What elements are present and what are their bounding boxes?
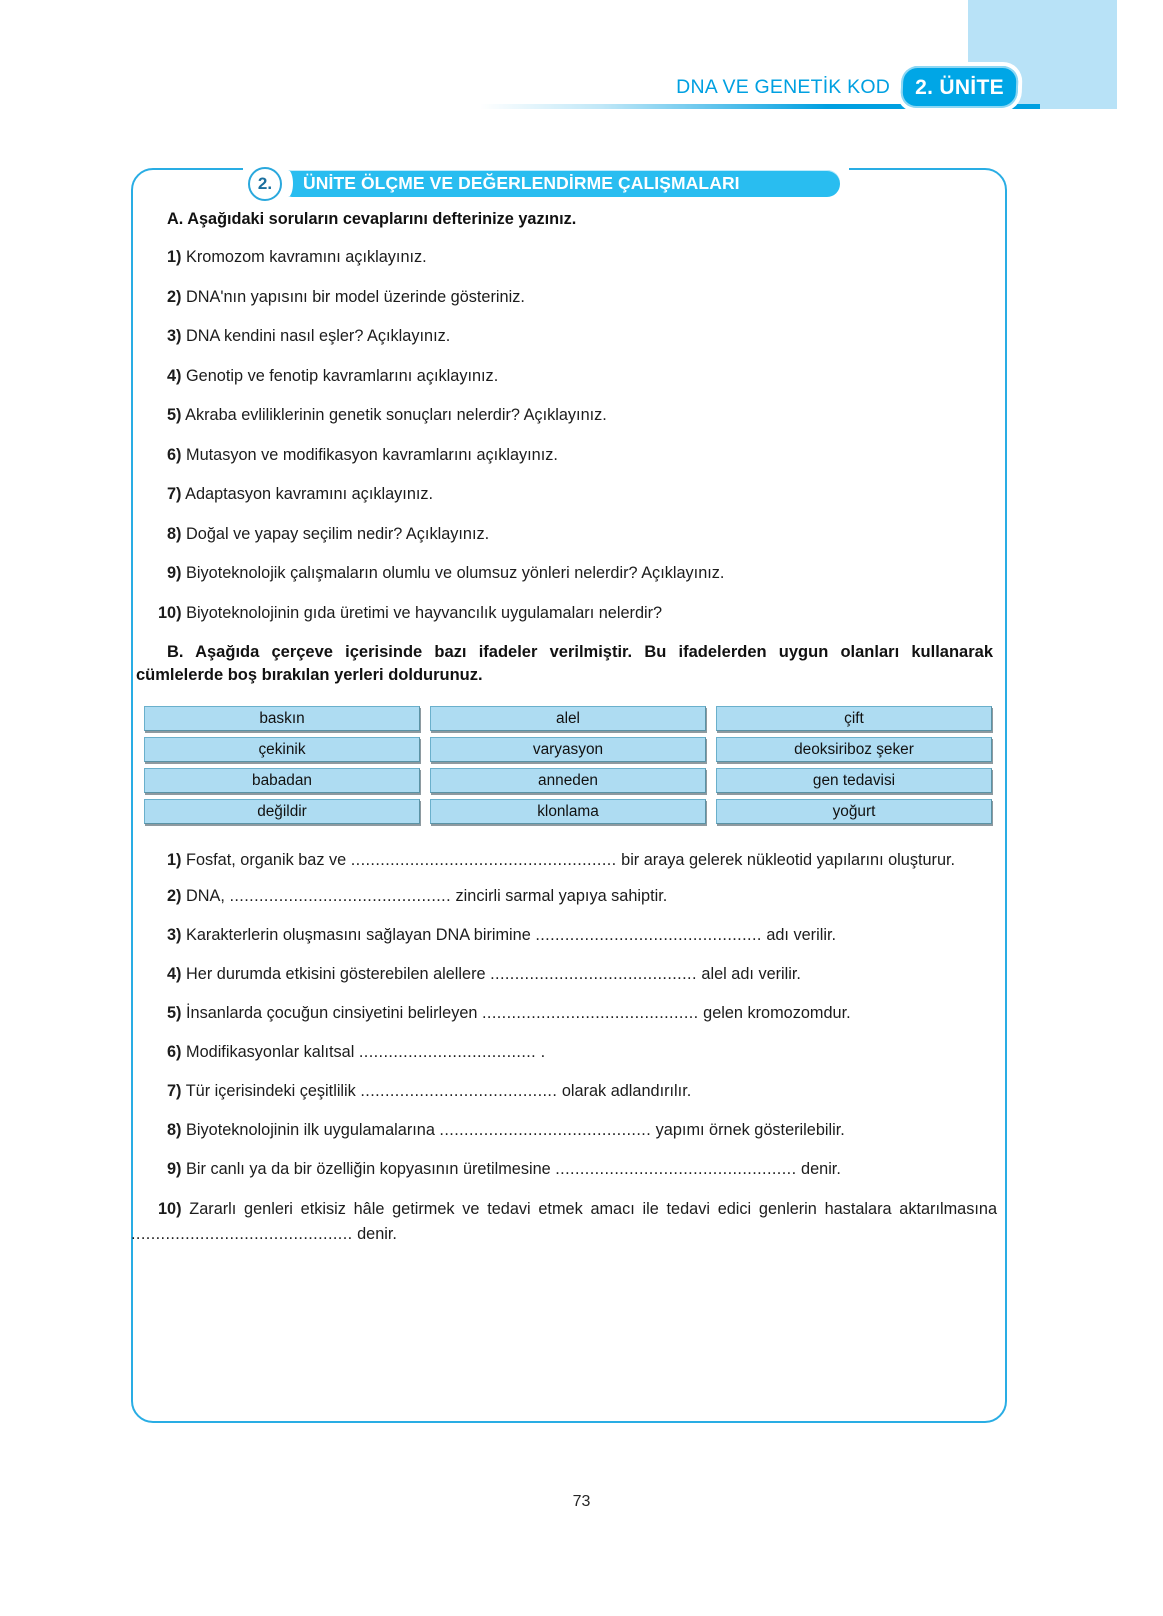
question-item bbox=[131, 365, 1007, 387]
word-bank-item[interactable]: değildir bbox=[144, 799, 420, 824]
question-item bbox=[131, 444, 1007, 466]
word-bank-item[interactable]: çekinik bbox=[144, 737, 420, 762]
question-text: Genotip ve fenotip kavramlarını açıklayınız. bbox=[186, 366, 499, 385]
fill-number: 9) bbox=[167, 1160, 182, 1179]
fill-in-blank-item bbox=[131, 1197, 1007, 1248]
fill-indent bbox=[131, 1004, 167, 1022]
question-text: Mutasyon ve modifikasyon kavramlarını açıklayınız. bbox=[186, 445, 558, 464]
section-a-heading: A. Aşağıdaki soruların cevaplarını defterinize yazınız. bbox=[167, 210, 577, 228]
fill-blank-slot[interactable]: ............................................. bbox=[229, 887, 452, 906]
section-a-question-list bbox=[131, 246, 1007, 624]
fill-text-after: gelen kromozomdur. bbox=[698, 1004, 851, 1023]
word-bank-item[interactable]: çift bbox=[716, 706, 992, 731]
fill-in-blank-item bbox=[131, 963, 1007, 985]
word-bank-item[interactable]: klonlama bbox=[430, 799, 706, 824]
question-number: 7) bbox=[167, 485, 182, 503]
word-bank-item[interactable]: alel bbox=[430, 706, 706, 731]
question-text: DNA'nın yapısını bir model üzerinde gösteriniz. bbox=[186, 287, 525, 306]
word-bank-item[interactable]: deoksiriboz şeker bbox=[716, 737, 992, 762]
banner-notch-decoration bbox=[281, 170, 295, 197]
question-item bbox=[131, 246, 1007, 268]
fill-indent bbox=[131, 1043, 167, 1061]
fill-blank-slot[interactable]: ................................................. bbox=[555, 1160, 797, 1179]
fill-blank-slot[interactable]: .................................... bbox=[358, 1043, 537, 1062]
question-number: 4) bbox=[167, 366, 182, 385]
fill-in-blank-item bbox=[131, 924, 1007, 946]
question-text: Kromozom kavramını açıklayınız. bbox=[186, 248, 427, 266]
panel-content bbox=[131, 210, 1007, 1260]
fill-indent bbox=[131, 926, 167, 944]
fill-text-after: alel adı verilir. bbox=[696, 965, 801, 984]
question-text: Doğal ve yapay seçilim nedir? Açıklayınız. bbox=[186, 524, 490, 543]
running-header-title: DNA VE GENETİK KOD bbox=[676, 76, 890, 98]
question-number: 5) bbox=[167, 406, 182, 424]
fill-indent bbox=[131, 1082, 167, 1100]
word-bank-grid bbox=[144, 706, 992, 824]
fill-blank-slot[interactable]: ............................................ bbox=[481, 1004, 699, 1023]
fill-blank-slot[interactable]: .......................................... bbox=[490, 965, 697, 984]
section-banner-title: ÜNİTE ÖLÇME VE DEĞERLENDİRME ÇALIŞMALARI bbox=[303, 173, 740, 193]
question-item bbox=[131, 483, 1007, 505]
fill-blank-slot[interactable]: ............................................. bbox=[131, 1225, 353, 1244]
fill-number: 7) bbox=[167, 1082, 182, 1101]
fill-text-after: denir. bbox=[796, 1160, 841, 1179]
fill-in-blank-item bbox=[131, 1041, 1007, 1063]
section-number-label: 2. bbox=[257, 174, 273, 193]
question-number: 2) bbox=[167, 287, 182, 306]
unit-badge-label: 2. ÜNİTE bbox=[915, 76, 1004, 99]
section-b-heading: B. Aşağıda çerçeve içerisinde bazı ifadeler verilmiştir. Bu ifadelerden uygun olanları kullanarak cümlelerde boş bırakılan yerleri doldurunuz. bbox=[136, 643, 993, 685]
page-number: 73 bbox=[572, 1493, 591, 1510]
fill-text-after: . bbox=[536, 1043, 546, 1062]
question-text: Akraba evliliklerinin genetik sonuçları nelerdir? Açıklayınız. bbox=[185, 406, 607, 424]
question-number: 6) bbox=[167, 445, 182, 464]
fill-text-after: olarak adlandırılır. bbox=[557, 1082, 692, 1101]
fill-in-blank-item bbox=[131, 885, 1007, 907]
question-text: Adaptasyon kavramını açıklayınız. bbox=[185, 485, 434, 503]
fill-number: 2) bbox=[167, 887, 182, 906]
fill-in-blank-item bbox=[131, 1119, 1007, 1141]
fill-number: 1) bbox=[167, 850, 182, 869]
fill-indent bbox=[131, 965, 167, 983]
fill-text-after: denir. bbox=[352, 1225, 397, 1244]
fill-indent bbox=[131, 1160, 167, 1178]
fill-text-after: yapımı örnek gösterilebilir. bbox=[651, 1121, 845, 1140]
fill-text-before: İnsanlarda çocuğun cinsiyetini belirleyen bbox=[186, 1004, 482, 1023]
fill-text-before: Fosfat, organik baz ve bbox=[186, 850, 351, 869]
fill-indent bbox=[131, 887, 167, 905]
question-text: Biyoteknolojik çalışmaların olumlu ve olumsuz yönleri nelerdir? Açıklayınız. bbox=[186, 564, 725, 582]
fill-in-blank-item bbox=[131, 1080, 1007, 1102]
word-bank-item[interactable]: anneden bbox=[430, 768, 706, 793]
fill-text-before: Biyoteknolojinin ilk uygulamalarına bbox=[186, 1121, 440, 1140]
question-number: 9) bbox=[167, 564, 182, 582]
fill-number: 6) bbox=[167, 1043, 182, 1062]
fill-number: 8) bbox=[167, 1121, 182, 1140]
fill-text-before: Tür içerisindeki çeşitlilik bbox=[185, 1082, 361, 1101]
word-bank-item[interactable]: yoğurt bbox=[716, 799, 992, 824]
question-item bbox=[131, 562, 1007, 584]
header-corner-block bbox=[968, 0, 1117, 62]
question-number: 1) bbox=[167, 248, 182, 266]
fill-blank-slot[interactable]: .............................................. bbox=[535, 926, 762, 945]
fill-blank-slot[interactable]: ........................................... bbox=[439, 1121, 652, 1140]
question-item bbox=[131, 602, 1007, 624]
fill-text-after: adı verilir. bbox=[761, 926, 836, 945]
fill-in-blank-item bbox=[131, 1158, 1007, 1180]
fill-text-before: Her durumda etkisini gösterebilen alellere bbox=[186, 965, 491, 984]
fill-text-before: Bir canlı ya da bir özelliğin kopyasının üretilmesine bbox=[186, 1160, 556, 1179]
fill-text-before: Karakterlerin oluşmasını sağlayan DNA birimine bbox=[186, 926, 536, 945]
question-text: Biyoteknolojinin gıda üretimi ve hayvancılık uygulamaları nelerdir? bbox=[186, 603, 663, 622]
fill-in-blank-item bbox=[131, 848, 1007, 873]
question-item bbox=[131, 286, 1007, 308]
word-bank-item[interactable]: gen tedavisi bbox=[716, 768, 992, 793]
question-item bbox=[131, 523, 1007, 545]
fill-number: 5) bbox=[167, 1004, 182, 1023]
fill-text-before: DNA, bbox=[186, 887, 230, 906]
question-number: 8) bbox=[167, 524, 182, 543]
fill-text-after: zincirli sarmal yapıya sahiptir. bbox=[451, 887, 668, 906]
fill-blank-slot[interactable]: ...................................................... bbox=[350, 850, 617, 869]
question-item bbox=[131, 404, 1007, 426]
word-bank-item[interactable]: babadan bbox=[144, 768, 420, 793]
question-item bbox=[131, 325, 1007, 347]
question-number: 10) bbox=[158, 603, 182, 622]
fill-number: 3) bbox=[167, 926, 182, 945]
fill-in-blank-item bbox=[131, 1002, 1007, 1024]
question-text: DNA kendini nasıl eşler? Açıklayınız. bbox=[186, 327, 451, 345]
fill-in-blank-list bbox=[131, 848, 1007, 1248]
question-number: 3) bbox=[167, 327, 182, 345]
fill-blank-slot[interactable]: ........................................ bbox=[360, 1082, 558, 1101]
fill-indent bbox=[131, 1121, 167, 1139]
fill-text-after: bir araya gelerek nükleotid yapılarını oluşturur. bbox=[616, 850, 956, 869]
fill-text-before: Zararlı genleri etkisiz hâle getirmek ve tedavi etmek amacı ile tedavi edici genlerin hastalara aktarılmasına bbox=[189, 1200, 997, 1219]
fill-number: 4) bbox=[167, 965, 182, 984]
fill-text-before: Modifikasyonlar kalıtsal bbox=[186, 1043, 359, 1062]
fill-number: 10) bbox=[158, 1200, 182, 1219]
word-bank-item[interactable]: baskın bbox=[144, 706, 420, 731]
word-bank-item[interactable]: varyasyon bbox=[430, 737, 706, 762]
